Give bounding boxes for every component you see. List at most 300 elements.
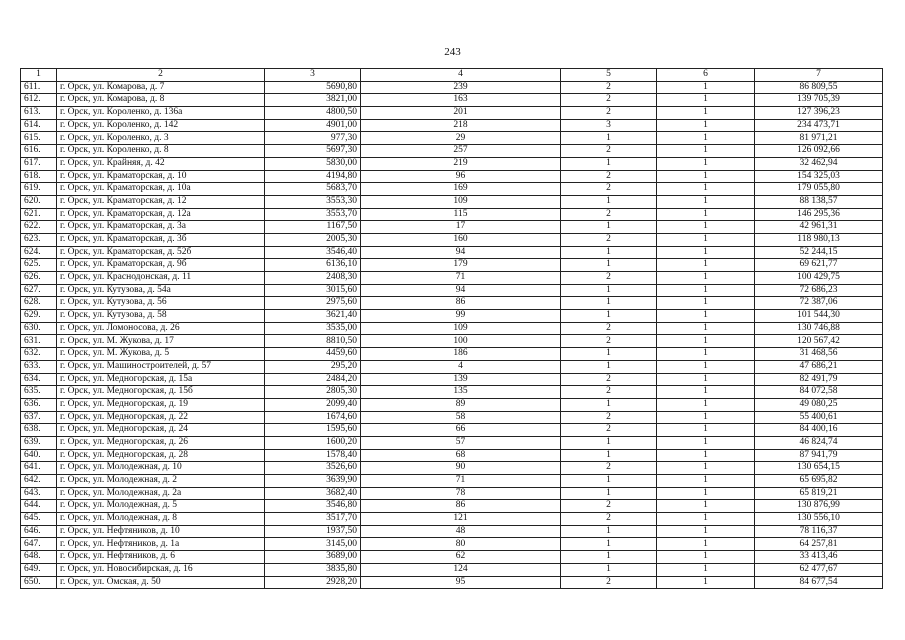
col6-cell: 1 <box>657 157 755 170</box>
area-cell: 1595,60 <box>265 424 361 437</box>
row-number-cell: 633. <box>21 360 57 373</box>
col5-cell: 1 <box>561 297 657 310</box>
col5-cell: 2 <box>561 81 657 94</box>
col6-cell: 1 <box>657 424 755 437</box>
area-cell: 8810,50 <box>265 335 361 348</box>
address-cell: г. Орск, ул. Краматорская, д. 3б <box>57 233 265 246</box>
area-cell: 2408,30 <box>265 272 361 285</box>
data-table <box>20 68 883 589</box>
table-row <box>21 170 883 183</box>
count-cell: 71 <box>361 475 561 488</box>
area-cell: 1937,50 <box>265 525 361 538</box>
col5-cell: 1 <box>561 132 657 145</box>
address-cell: г. Орск, ул. Ломоносова, д. 26 <box>57 322 265 335</box>
amount-cell: 86 809,55 <box>755 81 883 94</box>
col6-cell: 1 <box>657 348 755 361</box>
amount-cell: 49 080,25 <box>755 398 883 411</box>
row-number-cell: 624. <box>21 246 57 259</box>
col6-cell: 1 <box>657 246 755 259</box>
col6-cell: 1 <box>657 310 755 323</box>
table-row <box>21 551 883 564</box>
area-cell: 5697,30 <box>265 145 361 158</box>
col6-cell: 1 <box>657 563 755 576</box>
table-row <box>21 246 883 259</box>
row-number-cell: 625. <box>21 259 57 272</box>
column-header-6: 6 <box>657 69 755 82</box>
column-header-3: 3 <box>265 69 361 82</box>
count-cell: 109 <box>361 195 561 208</box>
amount-cell: 72 686,23 <box>755 284 883 297</box>
table-row <box>21 475 883 488</box>
amount-cell: 126 092,66 <box>755 145 883 158</box>
amount-cell: 234 473,71 <box>755 119 883 132</box>
table-row <box>21 538 883 551</box>
amount-cell: 84 677,54 <box>755 576 883 589</box>
table-row <box>21 208 883 221</box>
row-number-cell: 641. <box>21 462 57 475</box>
count-cell: 169 <box>361 183 561 196</box>
count-cell: 99 <box>361 310 561 323</box>
col6-cell: 1 <box>657 335 755 348</box>
col6-cell: 1 <box>657 411 755 424</box>
amount-cell: 130 654,15 <box>755 462 883 475</box>
col6-cell: 1 <box>657 145 755 158</box>
amount-cell: 154 325,03 <box>755 170 883 183</box>
amount-cell: 127 396,23 <box>755 107 883 120</box>
col5-cell: 1 <box>561 195 657 208</box>
amount-cell: 82 491,79 <box>755 373 883 386</box>
address-cell: г. Орск, ул. Медногорская, д. 15б <box>57 386 265 399</box>
col6-cell: 1 <box>657 398 755 411</box>
row-number-cell: 637. <box>21 411 57 424</box>
amount-cell: 87 941,79 <box>755 449 883 462</box>
row-number-cell: 611. <box>21 81 57 94</box>
area-cell: 1600,20 <box>265 436 361 449</box>
table-row <box>21 272 883 285</box>
area-cell: 3835,80 <box>265 563 361 576</box>
row-number-cell: 612. <box>21 94 57 107</box>
table-row <box>21 373 883 386</box>
page-number: 243 <box>444 46 461 58</box>
row-number-cell: 628. <box>21 297 57 310</box>
row-number-cell: 634. <box>21 373 57 386</box>
col5-cell: 2 <box>561 513 657 526</box>
col5-cell: 1 <box>561 310 657 323</box>
table-row <box>21 563 883 576</box>
table-row <box>21 119 883 132</box>
address-cell: г. Орск, ул. Краматорская, д. 3а <box>57 221 265 234</box>
row-number-cell: 635. <box>21 386 57 399</box>
area-cell: 1578,40 <box>265 449 361 462</box>
amount-cell: 81 971,21 <box>755 132 883 145</box>
col6-cell: 1 <box>657 170 755 183</box>
column-header-2: 2 <box>57 69 265 82</box>
col5-cell: 1 <box>561 348 657 361</box>
address-cell: г. Орск, ул. Медногорская, д. 22 <box>57 411 265 424</box>
col5-cell: 2 <box>561 411 657 424</box>
row-number-cell: 636. <box>21 398 57 411</box>
area-cell: 5690,80 <box>265 81 361 94</box>
amount-cell: 179 055,80 <box>755 183 883 196</box>
table-row <box>21 436 883 449</box>
row-number-cell: 648. <box>21 551 57 564</box>
col6-cell: 1 <box>657 183 755 196</box>
area-cell: 4800,50 <box>265 107 361 120</box>
amount-cell: 78 116,37 <box>755 525 883 538</box>
column-header-7: 7 <box>755 69 883 82</box>
amount-cell: 130 556,10 <box>755 513 883 526</box>
column-header-1: 1 <box>21 69 57 82</box>
col5-cell: 1 <box>561 436 657 449</box>
col6-cell: 1 <box>657 221 755 234</box>
col6-cell: 1 <box>657 500 755 513</box>
row-number-cell: 620. <box>21 195 57 208</box>
row-number-cell: 627. <box>21 284 57 297</box>
row-number-cell: 643. <box>21 487 57 500</box>
area-cell: 1167,50 <box>265 221 361 234</box>
col6-cell: 1 <box>657 538 755 551</box>
row-number-cell: 616. <box>21 145 57 158</box>
col5-cell: 2 <box>561 183 657 196</box>
col5-cell: 2 <box>561 386 657 399</box>
table-row <box>21 107 883 120</box>
col5-cell: 1 <box>561 525 657 538</box>
row-number-cell: 623. <box>21 233 57 246</box>
table-header-row <box>21 69 883 82</box>
area-cell: 2805,30 <box>265 386 361 399</box>
count-cell: 115 <box>361 208 561 221</box>
row-number-cell: 645. <box>21 513 57 526</box>
col6-cell: 1 <box>657 551 755 564</box>
col5-cell: 2 <box>561 335 657 348</box>
table-row <box>21 297 883 310</box>
address-cell: г. Орск, ул. Комарова, д. 8 <box>57 94 265 107</box>
row-number-cell: 614. <box>21 119 57 132</box>
count-cell: 4 <box>361 360 561 373</box>
table-row <box>21 195 883 208</box>
area-cell: 2484,20 <box>265 373 361 386</box>
col6-cell: 1 <box>657 436 755 449</box>
row-number-cell: 631. <box>21 335 57 348</box>
col6-cell: 1 <box>657 449 755 462</box>
amount-cell: 47 686,21 <box>755 360 883 373</box>
count-cell: 179 <box>361 259 561 272</box>
area-cell: 295,20 <box>265 360 361 373</box>
amount-cell: 55 400,61 <box>755 411 883 424</box>
amount-cell: 118 980,13 <box>755 233 883 246</box>
row-number-cell: 638. <box>21 424 57 437</box>
col6-cell: 1 <box>657 373 755 386</box>
row-number-cell: 647. <box>21 538 57 551</box>
count-cell: 100 <box>361 335 561 348</box>
count-cell: 80 <box>361 538 561 551</box>
count-cell: 29 <box>361 132 561 145</box>
count-cell: 94 <box>361 284 561 297</box>
address-cell: г. Орск, ул. Короленко, д. 8 <box>57 145 265 158</box>
count-cell: 201 <box>361 107 561 120</box>
col5-cell: 2 <box>561 576 657 589</box>
amount-cell: 65 695,82 <box>755 475 883 488</box>
col5-cell: 2 <box>561 500 657 513</box>
address-cell: г. Орск, ул. Кутузова, д. 56 <box>57 297 265 310</box>
amount-cell: 65 819,21 <box>755 487 883 500</box>
col6-cell: 1 <box>657 284 755 297</box>
area-cell: 4194,80 <box>265 170 361 183</box>
address-cell: г. Орск, ул. Нефтяников, д. 6 <box>57 551 265 564</box>
area-cell: 3526,60 <box>265 462 361 475</box>
count-cell: 186 <box>361 348 561 361</box>
row-number-cell: 626. <box>21 272 57 285</box>
table-row <box>21 398 883 411</box>
address-cell: г. Орск, ул. Краматорская, д. 9б <box>57 259 265 272</box>
col6-cell: 1 <box>657 94 755 107</box>
address-cell: г. Орск, ул. Молодежная, д. 10 <box>57 462 265 475</box>
col5-cell: 2 <box>561 272 657 285</box>
address-cell: г. Орск, ул. М. Жукова, д. 17 <box>57 335 265 348</box>
table-row <box>21 500 883 513</box>
row-number-cell: 646. <box>21 525 57 538</box>
row-number-cell: 613. <box>21 107 57 120</box>
area-cell: 5683,70 <box>265 183 361 196</box>
col5-cell: 2 <box>561 94 657 107</box>
row-number-cell: 630. <box>21 322 57 335</box>
count-cell: 95 <box>361 576 561 589</box>
address-cell: г. Орск, ул. Короленко, д. 3 <box>57 132 265 145</box>
count-cell: 58 <box>361 411 561 424</box>
row-number-cell: 649. <box>21 563 57 576</box>
row-number-cell: 629. <box>21 310 57 323</box>
address-cell: г. Орск, ул. Кутузова, д. 54а <box>57 284 265 297</box>
count-cell: 219 <box>361 157 561 170</box>
count-cell: 57 <box>361 436 561 449</box>
area-cell: 3553,70 <box>265 208 361 221</box>
row-number-cell: 615. <box>21 132 57 145</box>
count-cell: 48 <box>361 525 561 538</box>
amount-cell: 84 400,16 <box>755 424 883 437</box>
table-row <box>21 183 883 196</box>
table-row <box>21 576 883 589</box>
area-cell: 3535,00 <box>265 322 361 335</box>
col5-cell: 2 <box>561 170 657 183</box>
col6-cell: 1 <box>657 462 755 475</box>
row-number-cell: 640. <box>21 449 57 462</box>
col6-cell: 1 <box>657 525 755 538</box>
col5-cell: 1 <box>561 487 657 500</box>
address-cell: г. Орск, ул. Крайняя, д. 42 <box>57 157 265 170</box>
table-row <box>21 284 883 297</box>
table-row <box>21 424 883 437</box>
count-cell: 257 <box>361 145 561 158</box>
table-row <box>21 322 883 335</box>
table-row <box>21 94 883 107</box>
area-cell: 3682,40 <box>265 487 361 500</box>
count-cell: 139 <box>361 373 561 386</box>
col5-cell: 1 <box>561 259 657 272</box>
address-cell: г. Орск, ул. Медногорская, д. 28 <box>57 449 265 462</box>
table-row <box>21 259 883 272</box>
row-number-cell: 618. <box>21 170 57 183</box>
col6-cell: 1 <box>657 208 755 221</box>
table-row <box>21 513 883 526</box>
amount-cell: 130 746,88 <box>755 322 883 335</box>
amount-cell: 100 429,75 <box>755 272 883 285</box>
address-cell: г. Орск, ул. Краматорская, д. 12 <box>57 195 265 208</box>
col5-cell: 2 <box>561 145 657 158</box>
table-row <box>21 81 883 94</box>
count-cell: 218 <box>361 119 561 132</box>
table-row <box>21 449 883 462</box>
area-cell: 4901,00 <box>265 119 361 132</box>
col6-cell: 1 <box>657 297 755 310</box>
row-number-cell: 639. <box>21 436 57 449</box>
count-cell: 109 <box>361 322 561 335</box>
area-cell: 2928,20 <box>265 576 361 589</box>
amount-cell: 120 567,42 <box>755 335 883 348</box>
col6-cell: 1 <box>657 487 755 500</box>
area-cell: 3639,90 <box>265 475 361 488</box>
row-number-cell: 644. <box>21 500 57 513</box>
address-cell: г. Орск, ул. Молодежная, д. 2а <box>57 487 265 500</box>
area-cell: 2975,60 <box>265 297 361 310</box>
amount-cell: 88 138,57 <box>755 195 883 208</box>
col6-cell: 1 <box>657 119 755 132</box>
col5-cell: 2 <box>561 462 657 475</box>
table-row <box>21 525 883 538</box>
col6-cell: 1 <box>657 322 755 335</box>
address-cell: г. Орск, ул. Медногорская, д. 15а <box>57 373 265 386</box>
amount-cell: 62 477,67 <box>755 563 883 576</box>
table-row <box>21 487 883 500</box>
table-row <box>21 132 883 145</box>
col5-cell: 2 <box>561 373 657 386</box>
col6-cell: 1 <box>657 360 755 373</box>
amount-cell: 42 961,31 <box>755 221 883 234</box>
col5-cell: 1 <box>561 398 657 411</box>
area-cell: 5830,00 <box>265 157 361 170</box>
col5-cell: 3 <box>561 119 657 132</box>
address-cell: г. Орск, ул. Новосибирская, д. 16 <box>57 563 265 576</box>
table-row <box>21 335 883 348</box>
area-cell: 3517,70 <box>265 513 361 526</box>
amount-cell: 33 413,46 <box>755 551 883 564</box>
count-cell: 62 <box>361 551 561 564</box>
address-cell: г. Орск, ул. Кутузова, д. 58 <box>57 310 265 323</box>
address-cell: г. Орск, ул. Краматорская, д. 12а <box>57 208 265 221</box>
amount-cell: 46 824,74 <box>755 436 883 449</box>
col6-cell: 1 <box>657 259 755 272</box>
area-cell: 6136,10 <box>265 259 361 272</box>
area-cell: 1674,60 <box>265 411 361 424</box>
table-row <box>21 310 883 323</box>
table-row <box>21 386 883 399</box>
col5-cell: 1 <box>561 551 657 564</box>
area-cell: 2099,40 <box>265 398 361 411</box>
address-cell: г. Орск, ул. Краснодонская, д. 11 <box>57 272 265 285</box>
amount-cell: 84 072,58 <box>755 386 883 399</box>
address-cell: г. Орск, ул. Краматорская, д. 10 <box>57 170 265 183</box>
col5-cell: 2 <box>561 107 657 120</box>
col6-cell: 1 <box>657 81 755 94</box>
count-cell: 17 <box>361 221 561 234</box>
col5-cell: 1 <box>561 449 657 462</box>
col5-cell: 1 <box>561 284 657 297</box>
area-cell: 977,30 <box>265 132 361 145</box>
count-cell: 71 <box>361 272 561 285</box>
row-number-cell: 650. <box>21 576 57 589</box>
amount-cell: 146 295,36 <box>755 208 883 221</box>
col5-cell: 1 <box>561 246 657 259</box>
area-cell: 4459,60 <box>265 348 361 361</box>
amount-cell: 139 705,39 <box>755 94 883 107</box>
address-cell: г. Орск, ул. Краматорская, д. 52б <box>57 246 265 259</box>
col5-cell: 1 <box>561 538 657 551</box>
count-cell: 94 <box>361 246 561 259</box>
table-row <box>21 411 883 424</box>
col5-cell: 1 <box>561 221 657 234</box>
address-cell: г. Орск, ул. Медногорская, д. 24 <box>57 424 265 437</box>
area-cell: 2005,30 <box>265 233 361 246</box>
area-cell: 3145,00 <box>265 538 361 551</box>
col6-cell: 1 <box>657 233 755 246</box>
address-cell: г. Орск, ул. М. Жукова, д. 5 <box>57 348 265 361</box>
table-row <box>21 145 883 158</box>
count-cell: 68 <box>361 449 561 462</box>
count-cell: 90 <box>361 462 561 475</box>
address-cell: г. Орск, ул. Медногорская, д. 26 <box>57 436 265 449</box>
col5-cell: 2 <box>561 233 657 246</box>
row-number-cell: 622. <box>21 221 57 234</box>
row-number-cell: 632. <box>21 348 57 361</box>
col5-cell: 2 <box>561 208 657 221</box>
count-cell: 78 <box>361 487 561 500</box>
row-number-cell: 619. <box>21 183 57 196</box>
col6-cell: 1 <box>657 513 755 526</box>
count-cell: 135 <box>361 386 561 399</box>
column-header-5: 5 <box>561 69 657 82</box>
table-row <box>21 462 883 475</box>
row-number-cell: 617. <box>21 157 57 170</box>
count-cell: 89 <box>361 398 561 411</box>
area-cell: 3546,40 <box>265 246 361 259</box>
address-cell: г. Орск, ул. Нефтяников, д. 1а <box>57 538 265 551</box>
col6-cell: 1 <box>657 272 755 285</box>
count-cell: 86 <box>361 500 561 513</box>
col5-cell: 1 <box>561 475 657 488</box>
col5-cell: 2 <box>561 424 657 437</box>
area-cell: 3689,00 <box>265 551 361 564</box>
col6-cell: 1 <box>657 576 755 589</box>
col6-cell: 1 <box>657 475 755 488</box>
count-cell: 239 <box>361 81 561 94</box>
address-cell: г. Орск, ул. Машиностроителей, д. 57 <box>57 360 265 373</box>
count-cell: 121 <box>361 513 561 526</box>
address-cell: г. Орск, ул. Молодежная, д. 5 <box>57 500 265 513</box>
address-cell: г. Орск, ул. Молодежная, д. 8 <box>57 513 265 526</box>
amount-cell: 101 544,30 <box>755 310 883 323</box>
col6-cell: 1 <box>657 107 755 120</box>
column-header-4: 4 <box>361 69 561 82</box>
col6-cell: 1 <box>657 195 755 208</box>
address-cell: г. Орск, ул. Омская, д. 50 <box>57 576 265 589</box>
address-cell: г. Орск, ул. Нефтяников, д. 10 <box>57 525 265 538</box>
address-cell: г. Орск, ул. Краматорская, д. 10а <box>57 183 265 196</box>
table-row <box>21 221 883 234</box>
area-cell: 3621,40 <box>265 310 361 323</box>
table-row <box>21 233 883 246</box>
amount-cell: 130 876,99 <box>755 500 883 513</box>
table-body <box>21 81 883 589</box>
table-row <box>21 157 883 170</box>
